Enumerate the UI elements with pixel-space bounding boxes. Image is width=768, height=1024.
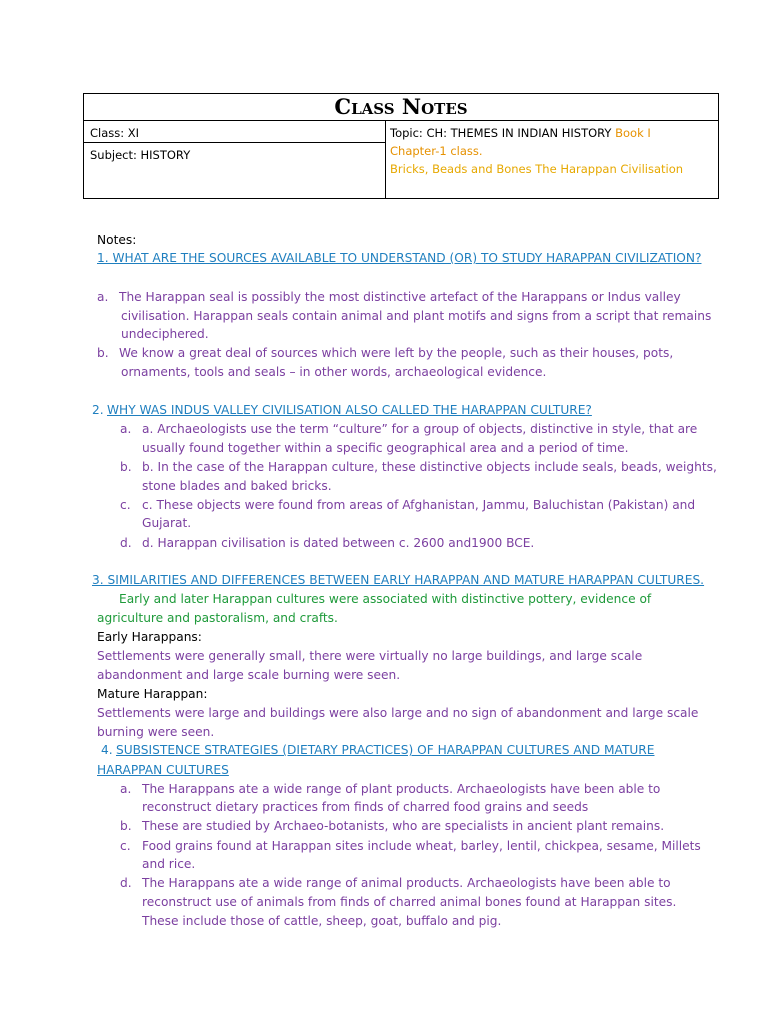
q2-a-line: a. Archaeologists use the term “culture” for a group of objects, distinctive in style, that are [142, 422, 698, 436]
topic-label: Topic: CH: THEMES IN INDIAN HISTORY [390, 126, 612, 140]
header-table [83, 93, 719, 199]
notes-label: Notes: [97, 233, 137, 247]
q3-intro-line: agriculture and pastoralism, and crafts. [97, 611, 338, 625]
q2-heading: WHY WAS INDUS VALLEY CIVILISATION ALSO CALLED THE HARAPPAN CULTURE? [107, 403, 592, 417]
q4-b-marker: b. [120, 819, 132, 833]
early-harappans-line: abandonment and large scale burning were seen. [97, 668, 401, 682]
q4-number: 4. [101, 743, 113, 757]
q1-a-line: undeciphered. [121, 327, 209, 341]
q2-c-marker: c. [120, 498, 131, 512]
topic-book: Book I [615, 126, 651, 140]
q2-b-line: b. In the case of the Harappan culture, these distinctive objects include seals, beads, weights, [142, 460, 717, 474]
topic-cell [386, 121, 718, 198]
q1-a-marker: a. [97, 290, 109, 304]
q4-c-line: Food grains found at Harappan sites include wheat, barley, lentil, chickpea, sesame, Millets [142, 839, 701, 853]
q4-a-marker: a. [120, 782, 132, 796]
mature-harappan-label: Mature Harappan: [97, 687, 208, 701]
q1-b-line: ornaments, tools and seals – in other words, archaeological evidence. [121, 365, 547, 379]
q4-a-line: reconstruct dietary practices from finds of charred food grains and seeds [142, 800, 589, 814]
q4-b-line: These are studied by Archaeo-botanists, who are specialists in ancient plant remains. [142, 819, 665, 833]
q2-a-line: usually found together within a specific geographical area and a period of time. [142, 441, 629, 455]
q1-a-line: The Harappan seal is possibly the most distinctive artefact of the Harappans or Indus valley [119, 290, 681, 304]
q4-heading: SUBSISTENCE STRATEGIES (DIETARY PRACTICES) OF HARAPPAN CULTURES AND MATURE [116, 743, 655, 757]
mature-harappan-line: burning were seen. [97, 725, 215, 739]
q2-a-marker: a. [120, 422, 132, 436]
q2-d-line: d. Harappan civilisation is dated between c. 2600 and1900 BCE. [142, 536, 535, 550]
q2-b-line: stone blades and baked bricks. [142, 479, 332, 493]
q2-c-line: Gujarat. [142, 516, 192, 530]
q2-d-marker: d. [120, 536, 132, 550]
q4-heading: HARAPPAN CULTURES [97, 763, 229, 777]
q3-intro-line: Early and later Harappan cultures were associated with distinctive pottery, evidence of [119, 592, 652, 606]
q2-b-marker: b. [120, 460, 132, 474]
chapter-title: Bricks, Beads and Bones The Harappan Civilisation [390, 162, 684, 176]
q1-a-line: civilisation. Harappan seals contain animal and plant motifs and signs from a script that remains [121, 309, 712, 323]
q4-c-marker: c. [120, 839, 131, 853]
mature-harappan-line: Settlements were large and buildings were also large and no sign of abandonment and large scale [97, 706, 699, 720]
subject-label: Subject: HISTORY [90, 148, 191, 162]
q1-b-marker: b. [97, 346, 109, 360]
q2-number: 2. [92, 403, 104, 417]
q4-d-line: These include those of cattle, sheep, goat, buffalo and pig. [142, 914, 502, 928]
q2-c-line: c. These objects were found from areas of Afghanistan, Jammu, Baluchistan (Pakistan) and [142, 498, 696, 512]
q4-d-line: reconstruct use of animals from finds of charred animal bones found at Harappan sites. [142, 895, 677, 909]
early-harappans-line: Settlements were generally small, there were virtually no large buildings, and large scale [97, 649, 643, 663]
page-title: Class Notes [84, 94, 718, 121]
q1-b-line: We know a great deal of sources which were left by the people, such as their houses, pots, [119, 346, 674, 360]
chapter-label: Chapter-1 class. [390, 144, 483, 158]
class-label: Class: XI [84, 121, 385, 143]
q1-heading: 1. WHAT ARE THE SOURCES AVAILABLE TO UNDERSTAND (OR) TO STUDY HARAPPAN CIVILIZATION? [97, 251, 702, 265]
q3-heading: 3. SIMILARITIES AND DIFFERENCES BETWEEN EARLY HARAPPAN AND MATURE HARAPPAN CULTURES. [92, 573, 705, 587]
q4-d-line: The Harappans ate a wide range of animal products. Archaeologists have been able to [142, 876, 671, 890]
q4-d-marker: d. [120, 876, 132, 890]
early-harappans-label: Early Harappans: [97, 630, 202, 644]
q4-c-line: and rice. [142, 857, 196, 871]
q4-a-line: The Harappans ate a wide range of plant products. Archaeologists have been able to [142, 782, 661, 796]
